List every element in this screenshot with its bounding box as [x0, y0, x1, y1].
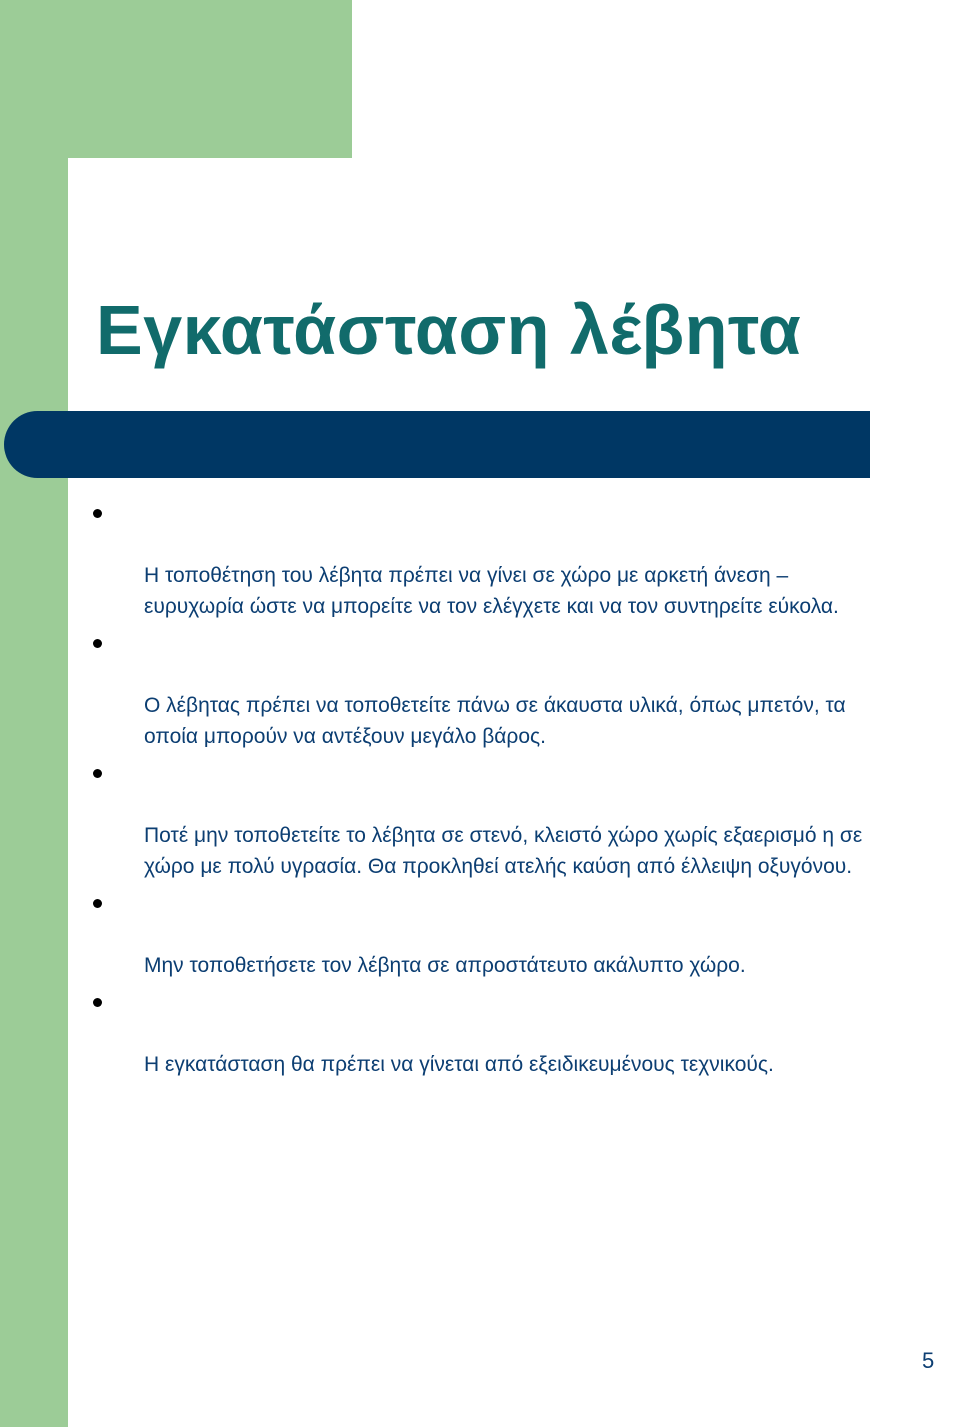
bullet-dot-icon: [93, 639, 102, 648]
bullet-item-2: [90, 628, 960, 752]
page-number: 5: [922, 1348, 935, 1373]
bullet-dot-icon: [93, 899, 102, 908]
bullet-item-3: [90, 758, 960, 882]
title-underline-bar: [4, 411, 870, 478]
top-green-band: [0, 0, 352, 158]
left-green-band: [0, 0, 68, 1427]
slide-title: Εγκατάσταση λέβητα: [96, 291, 802, 369]
bullet-text: Μην τοποθετήσετε τον λέβητα σε απροστάτευτο ακάλυπτο χώρο.: [144, 954, 746, 977]
bullet-dot-icon: [93, 998, 102, 1007]
bullet-dot-icon: [93, 509, 102, 518]
bullet-item-4: [90, 888, 960, 981]
bullet-item-5: [90, 987, 960, 1080]
bullet-list: [90, 498, 960, 1086]
bullet-dot-icon: [93, 769, 102, 778]
bullet-text: Η εγκατάσταση θα πρέπει να γίνεται από εξειδικευμένους τεχνικούς.: [144, 1053, 774, 1076]
bullet-text: Ποτέ μην τοποθετείτε το λέβητα σε στενό, κλειστό χώρο χωρίς εξαερισμό η σε χώρο με πολύ υγρασία. Θα προκληθεί ατελής καύση από έλλειψη οξυγόνου.: [144, 824, 863, 878]
bullet-text: Ο λέβητας πρέπει να τοποθετείτε πάνω σε άκαυστα υλικά, όπως μπετόν, τα οποία μπορούν να αντέξουν μεγάλο βάρος.: [144, 694, 846, 748]
bullet-item-1: [90, 498, 960, 622]
bullet-text: Η τοποθέτηση του λέβητα πρέπει να γίνει σε χώρο με αρκετή άνεση – ευρυχωρία ώστε να μπορείτε να τον ελέγχετε και να τον συντηρείτε εύκολα.: [144, 564, 839, 618]
